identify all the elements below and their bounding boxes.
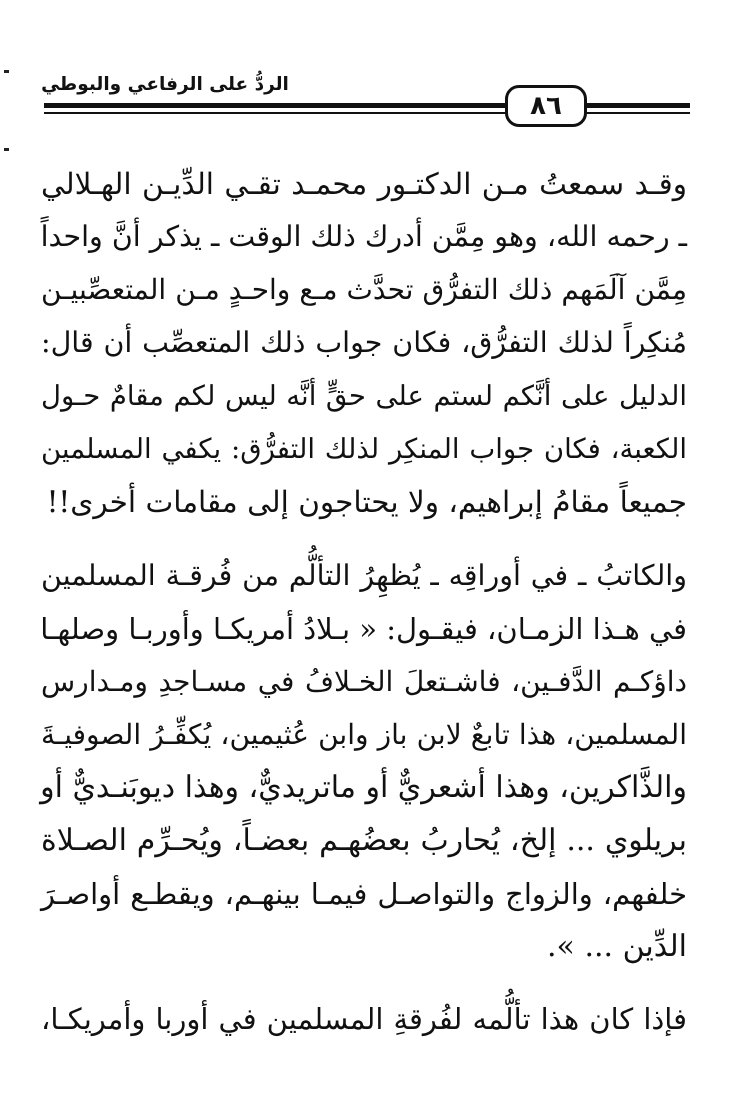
text-line: والذَّاكرين، وهذا أشعريٌّ أو ماتريديٌّ، وهذا ديوبَنـديٌّ أو [40, 770, 687, 805]
text-line: وقـد سمعتُ مـن الدكتـور محمـد تقـي الدِّيـن الهـلالي [41, 167, 687, 201]
text-line: فإذا كان هذا تألُّمه لفُرقةِ المسلمين في أوربا وأمريكـا، [41, 1002, 687, 1036]
text-line: الدِّين ... ». [547, 929, 687, 964]
text-line: الكعبة، فكان جواب المنكِر لذلك التفرُّق: يكفي المسلمين [41, 433, 687, 465]
text-line: ـ رحمه الله، وهو مِمَّن أدرك ذلك الوقت ـ يذكر أنَّ واحداً [40, 220, 687, 253]
scan-mark [4, 70, 9, 73]
text-line: خلفهم، والزواج والتواصـل فيمـا بينهـم، ويقطـع أواصـرَ [41, 877, 687, 911]
header-rule-thick [44, 103, 690, 108]
scan-mark [4, 148, 9, 151]
text-line: في هـذا الزمـان، فيقـول: « بـلادُ أمريكـا وأوربـا وصلهـا [40, 612, 687, 646]
header-rule-thin [44, 112, 690, 114]
text-line: داؤكـم الدَّفـين، فاشـتعلَ الخـلافُ في مسـاجدِ ومـدارس [41, 665, 687, 698]
running-header-title: الردُّ على الرفاعي والبوطي [41, 74, 289, 95]
text-line: والكاتبُ ـ في أوراقِه ـ يُظهِرُ التألُّم من فُرقـة المسلمين [41, 559, 687, 592]
text-line: الدليل على أنَّكم لستم على حقٍّ أنَّه ليس لكم مقامٌ حـول [41, 380, 687, 412]
page-number: ٨٦ [505, 85, 587, 127]
text-line: جميعاً مقامُ إبراهيم، ولا يحتاجون إلى مقامات أخرى!! [46, 485, 687, 519]
text-line: بريلوي ... إلخ، يُحاربُ بعضُهـم بعضـاً، ويُحـرِّم الصـلاة [41, 823, 687, 858]
text-line: مِمَّن آلَمَهم ذلك التفرُّق تحدَّث مـع واحـدٍ مـن المتعصِّبيـن [41, 273, 687, 306]
text-line: مُنكِراً لذلك التفرُّق، فكان جواب ذلك المتعصِّب أن قال: [41, 326, 687, 359]
text-line: المسلمين، هذا تابعٌ لابن باز وابن عُثيمين، يُكفِّـرُ الصوفيـةَ [41, 718, 687, 751]
